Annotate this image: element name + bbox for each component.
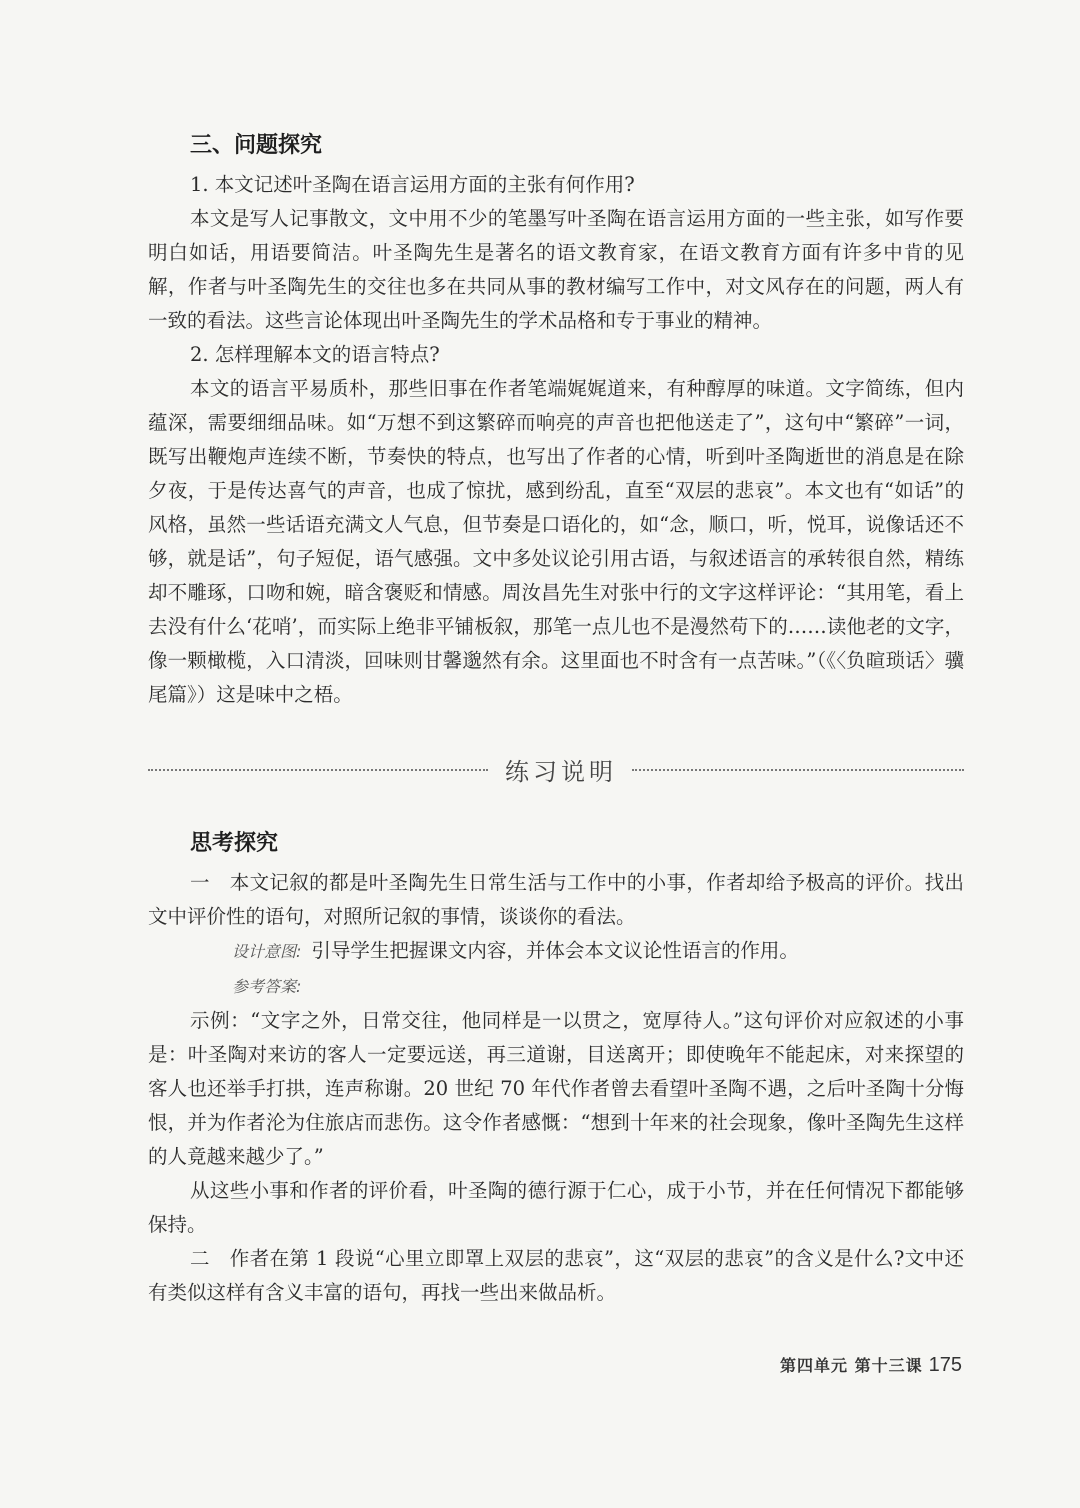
divider-line-right (632, 769, 964, 771)
question-2: 2. 怎样理解本文的语言特点? (190, 343, 440, 366)
question-1: 1. 本文记述叶圣陶在语言运用方面的主张有何作用? (190, 173, 635, 196)
section-heading-problem-inquiry: 三、问题探究 (190, 133, 323, 158)
design-intent-text: 引导学生把握课文内容，并体会本文议论性语言的作用。 (311, 939, 799, 962)
answer-1: 本文是写人记事散文，文中用不少的笔墨写叶圣陶在语言运用方面的一些主张，如写作要明白如话，用语要简洁。叶圣陶先生是著名的语文教育家，在语文教育方面有许多中肯的见解，作者与叶圣陶先生的交往也多在共同从事的教材编写工作中，对文风存在的问题，两人有一致的看法。这些言论体现出叶圣陶先生的学术品格和专于事业的精神。 (148, 207, 964, 332)
reference-answer-example: 示例：“文字之外，日常交往，他同样是一以贯之，宽厚待人。”这句评价对应叙述的小事是：叶圣陶对来访的客人一定要远送，再三道谢，目送离开；即使晚年不能起床，对来探望的客人也还举手打拱，连声称谢。20 世纪 70 年代作者曾去看望叶圣陶不遇，之后叶圣陶十分悔恨，并为作者沦为住旅店而悲伤。这令作者感慨：“想到十年来的社会现象，像叶圣陶先生这样的人竟越来越少了。” (148, 1009, 964, 1168)
divider-line-left (148, 769, 488, 771)
design-intent-label: 设计意图: (232, 942, 302, 961)
page-number: 175 (928, 1354, 962, 1376)
reference-answer-heading (148, 969, 964, 1004)
page-content (148, 128, 964, 1310)
unit-lesson-label: 第四单元 第十三课 (780, 1356, 923, 1375)
reference-answer-label: 参考答案: (232, 977, 302, 996)
exercise-question-2: 二 作者在第 1 段说“心里立即罩上双层的悲哀”，这“双层的悲哀”的含义是什么?文中还有类似这样有含义丰富的语句，再找一些出来做品析。 (148, 1247, 964, 1304)
exercise-notes-divider (148, 750, 964, 790)
section-heading-thinking-inquiry: 思考探究 (190, 831, 279, 856)
exercise-question-1: 一 本文记叙的都是叶圣陶先生日常生活与工作中的小事，作者却给予极高的评价。找出文中评价性的语句，对照所记叙的事情，谈谈你的看法。 (148, 871, 964, 928)
design-intent (148, 934, 964, 969)
answer-2: 本文的语言平易质朴，那些旧事在作者笔端娓娓道来，有种醇厚的味道。文字简练，但内蕴深，需要细细品味。如“万想不到这繁碎而响亮的声音也把他送走了”，这句中“繁碎”一词，既写出鞭炮声连续不断，节奏快的特点，也写出了作者的心情，听到叶圣陶逝世的消息是在除夕夜，于是传达喜气的声音，也成了惊扰，感到纷乱，直至“双层的悲哀”。本文也有“如话”的风格，虽然一些话语充满文人气息，但节奏是口语化的，如“念，顺口，听，悦耳，说像话还不够，就是话”，句子短促，语气感强。文中多处议论引用古语，与叙述语言的承转很自然，精练却不雕琢，口吻和婉，暗含褒贬和情感。周汝昌先生对张中行的文字这样评论：“其用笔，看上去没有什么‘花哨’，而实际上绝非平铺板叙，那笔一点儿也不是漫然苟下的……读他老的文字，像一颗橄榄，入口清淡，回味则甘馨邈然有余。这里面也不时含有一点苦味。”（《〈负暄琐话〉骥尾篇》）这是味中之梧。 (148, 377, 964, 706)
page-footer (780, 1353, 962, 1377)
reference-answer-summary: 从这些小事和作者的评价看，叶圣陶的德行源于仁心，成于小节，并在任何情况下都能够保持。 (148, 1179, 964, 1236)
divider-title: 练习说明 (505, 758, 617, 786)
